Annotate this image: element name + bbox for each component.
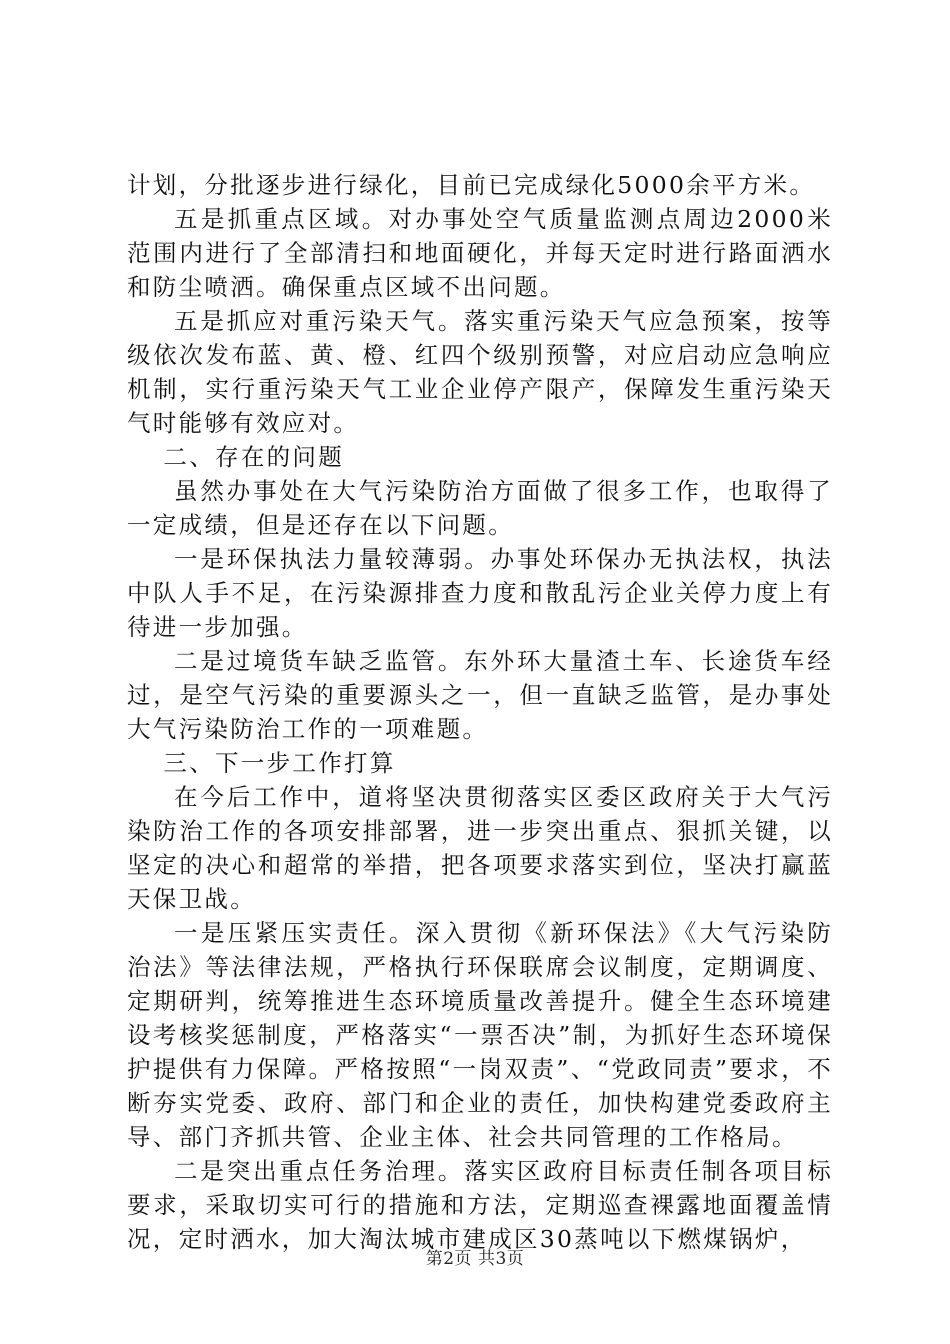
- paragraph-problems-intro: 虽然办事处在大气污染防治方面做了很多工作，也取得了一定成绩，但是还存在以下问题。: [127, 477, 833, 539]
- paragraph-heavy-pollution-response: 五是抓应对重污染天气。落实重污染天气应急预案，按等级依次发布蓝、黄、橙、红四个级别预警，对应启动应急响应机制，实行重污染天气工业企业停产限产，保障发生重污染天气时能够有效应对。: [127, 307, 833, 437]
- section-heading-next-steps: 三、下一步工作打算: [163, 749, 396, 777]
- paragraph-key-tasks: 二是突出重点任务治理。落实区政府目标责任制各项目标要求，采取切实可行的措施和方法，定期巡查裸露地面覆盖情况，定时洒水，加大淘汰城市建成区30蒸吨以下燃煤锅炉，: [127, 1157, 833, 1253]
- paragraph-greening-continued: 计划，分批逐步进行绿化，目前已完成绿化5000余平方米。: [127, 171, 816, 199]
- paragraph-next-steps-intro: 在今后工作中，道将坚决贯彻落实区委区政府关于大气污染防治工作的各项安排部署，进一步突出重点、狠抓关键，以坚定的决心和超常的举措，把各项要求落实到位，坚决打赢蓝天保卫战。: [127, 783, 833, 913]
- page-footer: 第2页 共3页: [425, 1249, 525, 1269]
- paragraph-problem-enforcement: 一是环保执法力量较薄弱。办事处环保办无执法权，执法中队人手不足，在污染源排查力度和散乱污企业关停力度上有待进一步加强。: [127, 545, 833, 641]
- section-heading-problems: 二、存在的问题: [163, 443, 345, 471]
- document-body: [127, 168, 833, 1256]
- paragraph-problem-trucks: 二是过境货车缺乏监管。东外环大量渣土车、长途货车经过，是空气污染的重要源头之一，但一直缺乏监管，是办事处大气污染防治工作的一项难题。: [127, 647, 833, 743]
- paragraph-responsibility: 一是压紧压实责任。深入贯彻《新环保法》《大气污染防治法》等法律法规，严格执行环保联席会议制度，定期调度、定期研判，统筹推进生态环境质量改善提升。健全生态环境建设考核奖惩制度，严格落实“一票否决”制，为抓好生态环境保护提供有力保障。严格按照“一岗双责”、“党政同责”要求，不断夯实党委、政府、部门和企业的责任，加快构建党委政府主导、部门齐抓共管、企业主体、社会共同管理的工作格局。: [127, 919, 833, 1151]
- paragraph-key-areas: 五是抓重点区域。对办事处空气质量监测点周边2000米范围内进行了全部清扫和地面硬化，并每天定时进行路面洒水和防尘喷洒。确保重点区域不出问题。: [127, 205, 833, 301]
